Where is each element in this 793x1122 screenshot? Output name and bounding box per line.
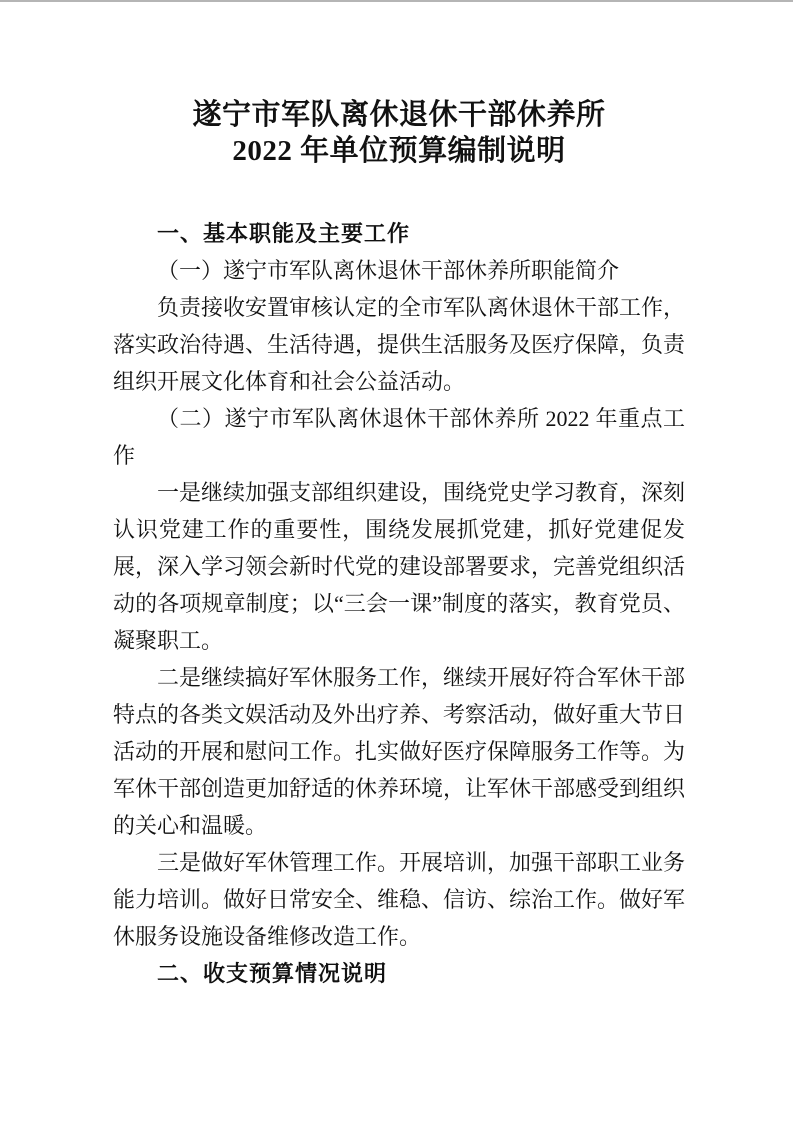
- section-heading-basic-functions: 一、基本职能及主要工作: [157, 221, 411, 246]
- section-heading-budget-overview: 二、收支预算情况说明: [157, 961, 388, 986]
- paragraph-duties: 负责接收安置审核认定的全市军队离休退休干部工作，落实政治待遇、生活待遇，提供生活服务及医疗保障，负责组织开展文化体育和社会公益活动。: [113, 295, 686, 394]
- subsection-functions-intro: （一）遂宁市军队离休退休干部休养所职能简介: [157, 258, 620, 283]
- document-title: [113, 97, 685, 169]
- paragraph-work-item-2: 二是继续搞好军休服务工作，继续开展好符合军休干部特点的各类文娱活动及外出疗养、考察活动，做好重大节日活动的开展和慰问工作。扎实做好医疗保障服务工作等。为军休干部创造更加舒适的休养环境，让军休干部感受到组织的关心和温暖。: [113, 665, 686, 838]
- paragraph-work-item-3: 三是做好军休管理工作。开展培训，加强干部职工业务能力培训。做好日常安全、维稳、信访、综治工作。做好军休服务设施设备维修改造工作。: [113, 850, 686, 949]
- paragraph-work-item-1: 一是继续加强支部组织建设，围绕党史学习教育，深刻认识党建工作的重要性，围绕发展抓党建，抓好党建促发展，深入学习领会新时代党的建设部署要求，完善党组织活动的各项规章制度；以“三会一课”制度的落实，教育党员、凝聚职工。: [113, 480, 686, 653]
- document-content: [113, 0, 685, 992]
- doc-title-line-1: 遂宁市军队离休退休干部休养所: [192, 99, 606, 131]
- doc-title-line-2: 2022 年单位预算编制说明: [232, 135, 566, 167]
- subsection-key-work-2022: （二）遂宁市军队离休退休干部休养所 2022 年重点工作: [113, 406, 685, 468]
